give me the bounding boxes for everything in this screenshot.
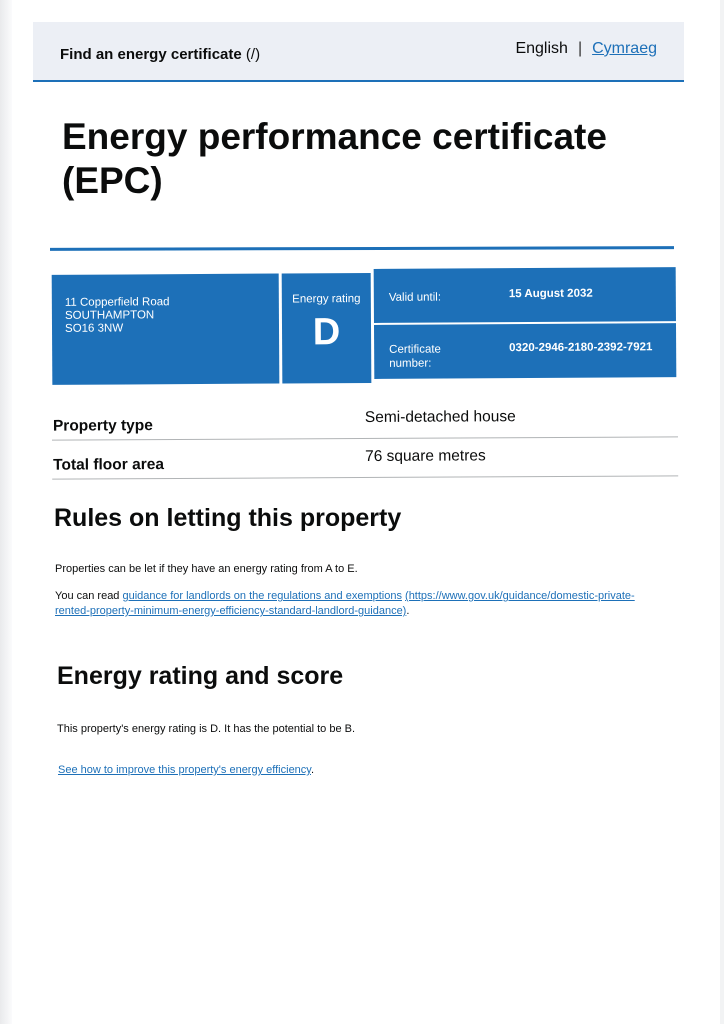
address-line-1: 11 Copperfield Road — [64, 296, 170, 309]
floor-area-value: 76 square metres — [365, 447, 486, 465]
certificate-number-cell — [374, 323, 676, 379]
language-separator: | — [577, 40, 583, 57]
letting-rules-heading: Rules on letting this property — [54, 504, 402, 532]
property-type-label: Property type — [52, 417, 153, 435]
language-welsh-link[interactable]: Cymraeg — [592, 40, 657, 57]
title-divider — [50, 246, 674, 251]
floor-area-row — [52, 437, 678, 479]
energy-rating-label: Energy rating — [292, 293, 361, 306]
letting-rules-text: Properties can be let if they have an energy rating from A to E. — [55, 563, 358, 575]
rating-potential-text: This property's energy rating is D. It has the potential to be B. — [57, 723, 356, 735]
certificate-number-label: Certificate number: — [389, 343, 441, 370]
address-cell — [52, 274, 280, 385]
valid-until-cell — [374, 267, 676, 323]
energy-rating-letter: D — [312, 311, 341, 354]
page-title-line2: (EPC) — [62, 160, 163, 201]
valid-until-label: Valid until: — [388, 291, 442, 304]
service-name-link[interactable] — [60, 46, 260, 63]
landlord-guidance-end: . — [406, 605, 410, 617]
certificate-number-value: 0320-2946-2180-2392-7921 — [509, 341, 653, 355]
improve-efficiency-link[interactable]: See how to improve this property's energy efficiency — [58, 764, 311, 776]
service-name-text: Find an energy certificate — [60, 46, 242, 63]
landlord-guidance-url-line1[interactable]: (https://www.gov.uk/guidance/domestic-private- — [405, 590, 635, 602]
scan-right-edge — [720, 0, 724, 1024]
address-line-3: SO16 3NW — [64, 322, 124, 335]
landlord-guidance-prefix: You can read — [55, 590, 120, 602]
epc-summary-panel — [52, 265, 677, 386]
scan-left-edge — [0, 0, 12, 1024]
landlord-guidance-url-line2[interactable]: rented-property-minimum-energy-efficiency-standard-landlord-guidance) — [55, 605, 407, 617]
landlord-guidance-paragraph — [55, 589, 655, 619]
property-type-value: Semi-detached house — [364, 408, 516, 427]
service-header — [33, 22, 684, 82]
floor-area-label: Total floor area — [53, 456, 165, 474]
landlord-guidance-link[interactable]: guidance for landlords on the regulations and exemptions — [122, 590, 402, 602]
language-switcher — [515, 40, 657, 58]
language-current: English — [515, 40, 568, 57]
rating-score-heading: Energy rating and score — [57, 662, 344, 690]
energy-rating-cell — [282, 273, 372, 384]
improve-efficiency-paragraph — [58, 763, 314, 778]
property-type-row — [52, 398, 678, 440]
improve-efficiency-end: . — [310, 764, 315, 776]
valid-until-value: 15 August 2032 — [508, 287, 593, 301]
service-name-suffix: (/) — [245, 46, 261, 63]
page-title-line1: Energy performance certificate — [62, 116, 607, 157]
page-title — [62, 115, 682, 203]
address-line-2: SOUTHAMPTON — [64, 309, 155, 322]
property-details-table — [52, 398, 678, 479]
